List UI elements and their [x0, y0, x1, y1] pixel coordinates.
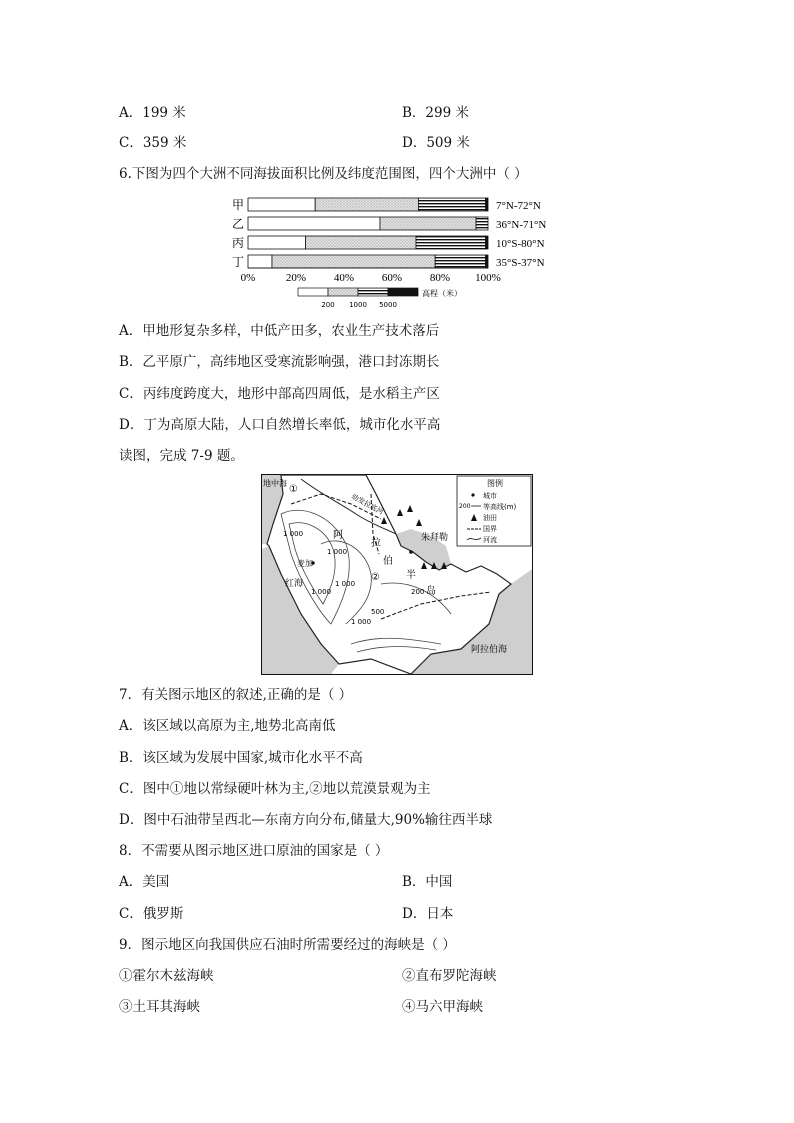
label-arabian-sea: 阿拉伯海: [471, 645, 508, 655]
label-ara-5: 岛: [426, 586, 436, 597]
legend-unit: 高程（米）: [422, 289, 462, 298]
label-ara-1: 阿: [333, 530, 343, 541]
bar-segment: [248, 217, 380, 230]
q5-option-d: D．509 米: [402, 135, 470, 151]
category-label: 甲: [232, 198, 245, 212]
x-tick-label: 40%: [333, 272, 355, 284]
bar-segment: [486, 236, 488, 249]
intro-text: 读图，完成 7-9 题。: [119, 448, 244, 464]
label-contour-6: 1 000: [311, 588, 332, 596]
legend-swatch: [328, 288, 358, 296]
bar-segment: [486, 255, 488, 268]
label-ara-3: 伯: [383, 556, 393, 567]
q9-option-3: ③土耳其海峡: [119, 999, 200, 1015]
label-contour-2: 1 000: [327, 548, 348, 556]
bar-segment: [248, 236, 306, 249]
map-legend: [457, 476, 531, 546]
legend-swatch: [358, 288, 388, 296]
elevation-bar-chart: [226, 194, 571, 312]
q7-option-d: D．图中石油带呈西北—东南方向分布,储量大,90%输往西半球: [119, 812, 493, 828]
bar-segment: [418, 198, 485, 211]
label-jubail: 朱拜勒: [421, 533, 449, 543]
q6-option-c: C．丙纬度跨度大，地形中部高四周低，是水稻主产区: [119, 386, 440, 402]
bar-segment: [416, 236, 486, 249]
label-point-2: ②: [371, 572, 380, 583]
arabian-peninsula-map: [261, 474, 533, 675]
q8-option-a: A．美国: [119, 874, 170, 890]
q5-option-a: A．199 米: [119, 105, 186, 121]
label-contour-4: 500: [371, 608, 385, 616]
q9-stem: 9．图示地区向我国供应石油时所需要经过的海峡是（ ）: [119, 937, 456, 953]
q7-option-b: B．该区域为发展中国家,城市化水平不高: [119, 750, 363, 766]
bar-segment: [248, 198, 315, 211]
bar-segment: [272, 255, 435, 268]
bar-segment: [306, 236, 416, 249]
legend-swatch: [298, 288, 328, 296]
legend-contour-sample: 200: [459, 503, 471, 510]
q6-option-b: B．乙平原广，高纬地区受寒流影响强，港口封冻期长: [119, 354, 440, 370]
label-mediterranean: 地中海: [263, 479, 287, 488]
label-point-1: ①: [289, 484, 298, 495]
bar-segment: [486, 198, 488, 211]
q6-option-a: A．甲地形复杂多样，中低产田多，农业生产技术落后: [119, 323, 440, 339]
q5-option-c: C．359 米: [119, 135, 187, 151]
x-tick-label: 60%: [381, 272, 403, 284]
label-contour-1: 1 000: [283, 530, 304, 538]
label-contour-7: 1 000: [351, 618, 372, 626]
bar-segment: [435, 255, 485, 268]
q9-option-4: ④马六甲海峡: [402, 999, 483, 1015]
q9-option-2: ②直布罗陀海峡: [402, 968, 497, 984]
legend-title: 图例: [487, 479, 503, 488]
q8-option-d: D．日本: [402, 906, 454, 922]
x-tick-label: 100%: [475, 272, 501, 284]
legend-tick: 200: [321, 301, 335, 309]
legend-city: 城市: [483, 492, 497, 500]
label-mecca: 麦加: [297, 559, 313, 568]
label-ara-4: 半: [406, 570, 416, 581]
latitude-range-label: 36°N-71°N: [496, 219, 547, 231]
latitude-range-label: 7°N-72°N: [496, 200, 541, 212]
latitude-range-label: 35°S-37°N: [496, 257, 545, 269]
q7-stem: 7．有关图示地区的叙述,正确的是（ ）: [119, 687, 353, 703]
legend-contour: 等高线(m): [483, 503, 517, 511]
x-tick-label: 0%: [240, 272, 256, 284]
category-label: 丁: [232, 255, 245, 269]
q8-stem: 8．不需要从图示地区进口原油的国家是（ ）: [119, 843, 389, 859]
bar-segment: [380, 217, 476, 230]
q5-option-b: B．299 米: [402, 105, 469, 121]
q9-option-1: ①霍尔木兹海峡: [119, 968, 214, 984]
q7-option-c: C．图中①地以常绿硬叶林为主,②地以荒漠景观为主: [119, 781, 431, 797]
bar-segment: [476, 217, 488, 230]
legend-oilfield: 油田: [483, 514, 497, 522]
q8-option-c: C．俄罗斯: [119, 906, 184, 922]
legend-swatch: [388, 288, 418, 296]
bar-segment: [315, 198, 418, 211]
latitude-range-label: 10°S-80°N: [496, 238, 545, 250]
legend-border: 国界: [483, 525, 497, 533]
q8-option-b: B．中国: [402, 874, 453, 890]
q6-option-d: D．丁为高原大陆，人口自然增长率低，城市化水平高: [119, 417, 441, 433]
x-tick-label: 20%: [285, 272, 307, 284]
q7-option-a: A．该区域以高原为主,地势北高南低: [119, 718, 336, 734]
category-label: 乙: [232, 217, 245, 231]
label-ara-2: 拉: [371, 538, 381, 549]
label-red-sea: 红海: [285, 579, 304, 589]
q6-stem: 6.下图为四个大洲不同海拔面积比例及纬度范围图，四个大洲中（ ）: [119, 166, 528, 182]
x-tick-label: 80%: [429, 272, 451, 284]
legend-tick: 1000: [349, 301, 367, 309]
legend-river: 河流: [483, 536, 497, 544]
label-contour-5: 200: [411, 588, 425, 596]
bar-segment: [248, 255, 272, 268]
label-contour-3: 1 000: [335, 580, 356, 588]
legend-tick: 5000: [379, 301, 397, 309]
label-euphrates: 幼发拉底河: [350, 492, 385, 517]
category-label: 丙: [232, 236, 245, 250]
